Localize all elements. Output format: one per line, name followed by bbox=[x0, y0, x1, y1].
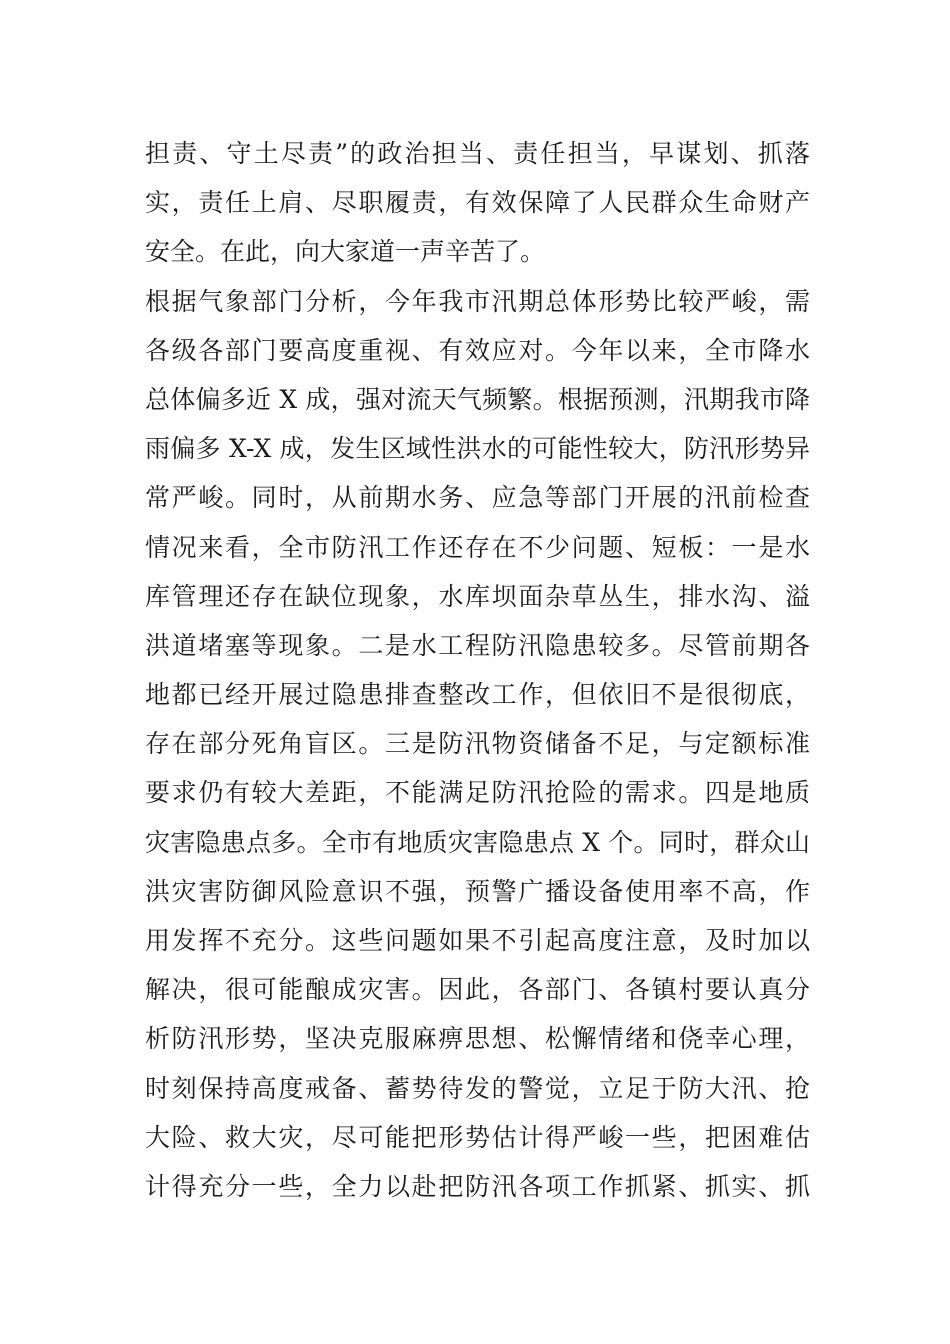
text-line: 安全。在此，向大家道一声辛苦了。 bbox=[145, 237, 546, 267]
text-line: 实，责任上肩、尽职履责，有效保障了人民群众生命财产 bbox=[145, 188, 810, 218]
text-line: 洪道堵塞等现象。二是水工程防汛隐患较多。尽管前期各 bbox=[145, 630, 810, 660]
text-line: 情况来看，全市防汛工作还存在不少问题、短板：一是水 bbox=[145, 532, 810, 562]
text-line: 担责、守土尽责”的政治担当、责任担当，早谋划、抓落 bbox=[145, 139, 810, 168]
text-line: 库管理还存在缺位现象，水库坝面杂草丛生，排水沟、溢 bbox=[145, 581, 810, 611]
text-line: 灾害隐患点多。全市有地质灾害隐患点 X 个。同时，群众山 bbox=[145, 827, 810, 857]
text-line: 常严峻。同时，从前期水务、应急等部门开展的汛前检查 bbox=[145, 483, 810, 513]
text-line: 洪灾害防御风险意识不强，预警广播设备使用率不高，作 bbox=[145, 876, 810, 906]
text-line: 雨偏多 X-X 成，发生区域性洪水的可能性较大，防汛形势异 bbox=[145, 434, 810, 464]
text-line: 根据气象部门分析，今年我市汛期总体形势比较严峻，需 bbox=[145, 286, 810, 316]
text-line: 总体偏多近 X 成，强对流天气频繁。根据预测，汛期我市降 bbox=[145, 384, 810, 414]
text-line: 要求仍有较大差距，不能满足防汛抢险的需求。四是地质 bbox=[145, 778, 810, 808]
text-line: 计得充分一些，全力以赴把防汛各项工作抓紧、抓实、抓 bbox=[145, 1171, 810, 1201]
text-line: 大险、救大灾，尽可能把形势估计得严峻一些，把困难估 bbox=[145, 1122, 810, 1152]
text-line: 存在部分死角盲区。三是防汛物资储备不足，与定额标准 bbox=[145, 729, 810, 759]
text-line: 用发挥不充分。这些问题如果不引起高度注意，及时加以 bbox=[145, 926, 810, 955]
text-line: 时刻保持高度戒备、蓄势待发的警觉，立足于防大汛、抢 bbox=[145, 1073, 810, 1103]
text-line: 各级各部门要高度重视、有效应对。今年以来，全市降水 bbox=[145, 335, 810, 365]
text-line: 析防汛形势，坚决克服麻痹思想、松懈情绪和侥幸心理， bbox=[145, 1024, 810, 1054]
text-line: 解决，很可能酿成灾害。因此，各部门、各镇村要认真分 bbox=[145, 975, 810, 1005]
body-text bbox=[145, 129, 810, 1211]
text-line: 地都已经开展过隐患排查整改工作，但依旧不是很彻底， bbox=[145, 680, 810, 710]
